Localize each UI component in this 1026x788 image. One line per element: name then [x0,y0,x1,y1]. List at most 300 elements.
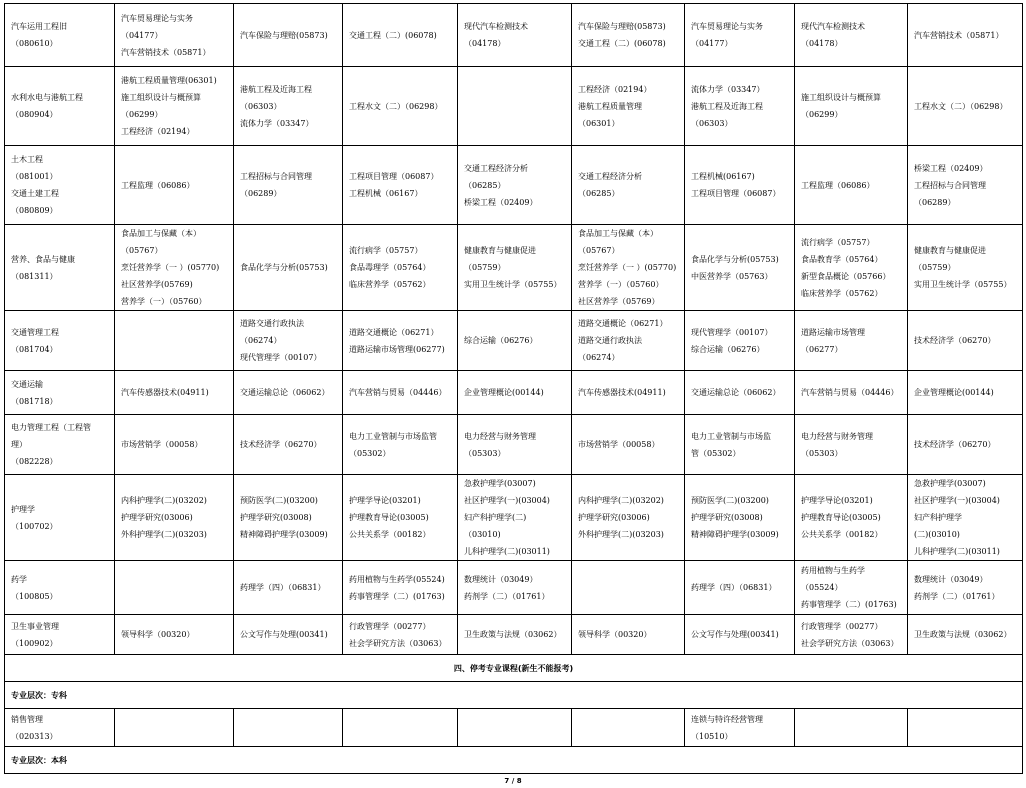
course-text: 汽车贸易理论与实务 [121,13,193,23]
table-row [5,615,1023,655]
course-text: （05524） [801,583,843,592]
course-text: 技术经济学（06270） [240,440,322,449]
course-cell [115,67,234,146]
table-row [5,4,1023,67]
course-text: 中医营养学（05763） [691,271,773,281]
course-cell [458,311,572,371]
course-text: 行政管理学（00277） [349,621,431,631]
course-text: 药用植物与生药学(05524) [349,574,445,584]
course-cell [343,225,458,311]
course-text: 交通工程经济分析 [578,172,642,181]
level-label-benke: 专业层次：本科 [5,747,1023,774]
course-cell [795,615,908,655]
major-text: 理） [11,440,27,449]
course-text: （04178） [801,39,843,48]
major-text: （080904） [11,110,58,119]
course-text: 管（05302） [691,448,741,458]
course-text: 护理学导论(03201) [801,496,873,505]
course-text: 汽车营销与贸易（04446） [801,388,899,397]
major-text: 汽车运用工程旧 [11,22,67,31]
course-text: 护理教育导论(03005) [801,513,881,522]
table-row [5,371,1023,415]
course-text: 领导科学（00320） [578,630,652,639]
course-cell [908,67,1023,146]
course-cell [343,311,458,371]
course-cell [234,475,343,561]
course-text: 道路交通概论（06271） [349,327,439,337]
major-text: 土木工程 [11,155,43,164]
course-cell [572,415,685,475]
course-cell [115,561,234,615]
course-text: （05759） [464,263,506,272]
course-cell [685,709,795,747]
course-text: 技术经济学（06270） [914,440,996,449]
major-text: 销售管理 [11,714,43,724]
course-text: （10510） [691,731,733,741]
course-text: 工程项目管理（06087） [691,189,781,198]
course-text: 营养学（一）（05760） [578,280,664,289]
course-text: 外科护理学(二)(03203) [121,530,207,539]
course-text: 急救护理学(03007) [914,479,986,488]
section-title: 四、停考专业课程(新生不能报考) [5,655,1023,682]
course-cell [795,146,908,225]
course-text: （05302） [349,448,391,458]
course-text: 道路运输市场管理(06277) [349,344,445,354]
course-text: 汽车营销与贸易（04446） [349,388,447,397]
course-text: 护理学导论(03201) [349,496,421,505]
course-cell [343,371,458,415]
course-cell [685,615,795,655]
major-text: （080610） [11,39,58,48]
section-title-row [5,655,1023,682]
course-text: 流行病学（05757） [349,246,423,255]
course-text: （05759） [914,263,956,272]
table-row [5,146,1023,225]
course-cell [572,561,685,615]
course-cell [908,4,1023,67]
course-text: 道路交通行政执法 [240,319,304,328]
course-cell [572,67,685,146]
course-cell [343,615,458,655]
level-row-zhuanke [5,682,1023,709]
course-text: （06274） [578,353,620,362]
course-text: 公文写作与处理(00341) [240,630,328,639]
level-row-benke [5,747,1023,774]
course-text: 工程机械(06167) [691,172,755,181]
course-text: （06277） [801,344,843,354]
course-text: 电力经营与财务管理 [464,431,536,441]
course-text: 市场营销学（00058） [578,440,660,449]
course-text: 护理教育导论(03005) [349,513,429,522]
course-cell [685,4,795,67]
major-text: （081311） [11,271,58,281]
course-cell [685,415,795,475]
course-text: 道路交通概论（06271） [578,319,668,328]
course-text: 汽车贸易理论与实务 [691,22,763,31]
course-text: （06285） [578,189,620,198]
course-text: 药用植物与生药学 [801,566,865,575]
course-text: （06299） [121,110,163,119]
course-cell [343,4,458,67]
course-cell [685,67,795,146]
course-text: （06285） [464,180,506,190]
course-text: 健康教育与健康促进 [914,246,986,255]
course-text: 流体力学（03347） [691,84,765,94]
course-text: （06274） [240,336,282,345]
course-cell [572,615,685,655]
course-text: （04177） [121,30,163,40]
course-cell [115,475,234,561]
course-text: 综合运输（06276） [691,344,765,354]
major-cell [5,67,115,146]
course-text: 精神障碍护理学(03009) [240,530,328,539]
course-cell [343,475,458,561]
course-cell [234,415,343,475]
course-cell [572,475,685,561]
course-cell [115,4,234,67]
course-cell [908,415,1023,475]
course-text: 道路交通行政执法 [578,336,642,345]
major-text: （080809） [11,206,58,215]
course-text: 药事管理学（二）(01763) [801,600,897,609]
course-text: 汽车保险与理赔(05873) [240,30,328,40]
course-text: 交通工程经济分析 [464,163,528,173]
course-cell [795,311,908,371]
course-text: 港航工程及近海工程 [691,101,763,111]
course-text: 社区护理学(一)(03004) [464,496,550,505]
course-cell [234,67,343,146]
course-cell [115,415,234,475]
course-text: 港航工程质量管理 [578,101,642,111]
course-cell [795,415,908,475]
course-text: 交通工程（二）(06078) [578,39,666,48]
course-text: 药剂学（二）（01761） [464,591,550,601]
course-text: （05767） [578,246,620,255]
course-text: 工程监理（06086） [121,180,195,190]
course-text: 社会学研究方法（03063） [801,638,899,648]
course-text: 汽车营销技术（05871） [121,47,211,57]
course-cell [908,146,1023,225]
course-cell [458,615,572,655]
course-cell [795,225,908,311]
course-text: （06289） [914,197,956,207]
course-cell [908,615,1023,655]
course-text: 健康教育与健康促进 [464,246,536,255]
course-text: 市场营销学（00058） [121,440,203,449]
course-text: 连锁与特许经营管理 [691,714,763,724]
course-cell [458,709,572,747]
course-cell [685,225,795,311]
course-text: 实用卫生统计学（05755） [464,280,562,289]
course-text: 食品化学与分析(05753) [240,263,328,272]
course-text: 道路运输市场管理 [801,327,865,337]
major-cell [5,561,115,615]
course-cell [115,709,234,747]
course-cell [908,371,1023,415]
major-cell [5,4,115,67]
course-cell [115,371,234,415]
course-text: 急救护理学(03007) [464,479,536,488]
course-cell [685,311,795,371]
course-text: 工程监理（06086） [801,180,875,190]
course-text: 现代汽车检测技术 [801,22,865,31]
major-text: （020313） [11,731,58,741]
course-cell [795,561,908,615]
major-text: 交通土建工程 [11,189,59,198]
course-cell [908,561,1023,615]
course-cell [234,4,343,67]
course-text: （06303） [691,118,733,128]
course-cell [343,415,458,475]
course-text: 工程招标与合同管理 [914,180,986,190]
course-text: 施工组织设计与概预算 [121,93,201,102]
major-text: 水利水电与港航工程 [11,93,83,102]
course-text: 领导科学（00320） [121,630,195,639]
course-cell [685,371,795,415]
course-text: 公文写作与处理(00341) [691,630,779,639]
course-text: 临床营养学（05762） [801,288,883,298]
course-text: 护理学研究(03008) [240,513,312,522]
course-cell [908,311,1023,371]
course-text: 桥梁工程（02409） [914,163,988,173]
course-cell [685,146,795,225]
course-cell [572,709,685,747]
course-text: 食品加工与保藏（本） [578,229,658,238]
course-cell [234,311,343,371]
course-text: 交通运输总论（06062） [240,388,330,397]
course-text: 工程项目管理（06087） [349,172,439,181]
course-cell [234,615,343,655]
course-text: （06303） [240,101,282,111]
course-text: （05767） [121,246,163,255]
course-text: 企业管理概论(00144) [914,388,994,397]
course-text: 汽车营销技术（05871） [914,30,1004,40]
course-cell [908,225,1023,311]
course-cell [908,475,1023,561]
course-cell [115,146,234,225]
course-text: 临床营养学（05762） [349,280,431,289]
course-cell [458,415,572,475]
course-text: 汽车传感器技术(04911) [578,388,666,397]
course-text: 交通工程（二）(06078) [349,30,437,40]
course-cell [234,561,343,615]
exam-course-table [4,3,1023,774]
course-text: 桥梁工程（02409） [464,197,538,207]
course-text: （06299） [801,110,843,119]
course-cell [458,67,572,146]
course-text: 施工组织设计与概预算 [801,93,881,102]
course-text: 实用卫生统计学（05755） [914,280,1012,289]
course-text: 卫生政策与法规（03062） [914,630,1012,639]
course-cell [458,4,572,67]
course-text: 工程水文（二）（06298） [914,101,1008,111]
course-text: 技术经济学（06270） [914,336,996,345]
major-text: 交通运输 [11,379,43,389]
course-text: 社区护理学(一)(03004) [914,496,1000,505]
course-text: 工程经济（02194） [121,127,195,136]
course-text: 妇产科护理学 [914,513,962,522]
major-text: （081704） [11,344,58,354]
course-cell [908,709,1023,747]
course-text: （06289） [240,189,282,198]
course-text: 药理学（四）（06831） [691,583,777,592]
course-text: 公共关系学（00182） [349,530,431,539]
course-text: 电力经营与财务管理 [801,431,873,441]
course-cell [572,4,685,67]
course-text: 工程经济（02194） [578,84,652,94]
course-text: 社区营养学(05769) [121,280,193,289]
course-text: 行政管理学（00277） [801,621,883,631]
course-text: 护理学研究(03006) [578,513,650,522]
course-text: 流体力学（03347） [240,118,314,128]
course-cell [343,67,458,146]
course-cell [458,371,572,415]
course-text: 内科护理学(二)(03202) [578,496,664,505]
course-text: 汽车保险与理赔(05873) [578,22,666,31]
major-text: 营养、食品与健康 [11,254,75,264]
course-text: 护理学研究(03008) [691,513,763,522]
course-cell [234,709,343,747]
major-text: （082228） [11,457,58,466]
major-text: 卫生事业管理 [11,621,59,631]
course-text: 烹饪营养学（一 ）(05770) [121,263,220,272]
course-text: 食品毒理学（05764） [349,263,431,272]
course-cell [343,709,458,747]
major-cell [5,709,115,747]
major-text: （081001） [11,172,58,181]
course-text: 现代管理学（00107） [691,327,773,337]
course-cell [343,146,458,225]
course-cell [795,67,908,146]
course-text: 社区营养学（05769） [578,297,660,306]
course-text: （05303） [801,448,843,458]
course-text: 综合运输（06276） [464,336,538,345]
course-text: 电力工业管制与市场监管 [349,431,437,441]
course-text: 数理统计（03049） [464,574,538,584]
course-cell [458,561,572,615]
course-text: 交通运输总论（06062） [691,388,781,397]
course-text: 卫生政策与法规（03062） [464,630,562,639]
course-cell [572,371,685,415]
course-cell [795,371,908,415]
major-text: 护理学 [11,504,35,514]
suspended-major-row [5,709,1023,747]
course-text: 护理学研究(03006) [121,513,193,522]
course-text: 预防医学(二)(03200) [691,496,769,505]
course-text: 港航工程质量管理(06301) [121,76,217,85]
course-text: 数理统计（03049） [914,574,988,584]
course-cell [795,4,908,67]
course-text: 港航工程及近海工程 [240,84,312,94]
major-cell [5,475,115,561]
level-label-zhuanke: 专业层次：专科 [5,682,1023,709]
major-text: （081718） [11,396,58,406]
course-cell [343,561,458,615]
table-row [5,475,1023,561]
course-text: （06301） [578,118,620,128]
course-cell [458,225,572,311]
course-text: 儿科护理学(二)(03011) [464,547,550,556]
course-text: 电力工业管制与市场监 [691,431,771,441]
course-cell [234,146,343,225]
major-cell [5,371,115,415]
course-text: 儿科护理学(二)(03011) [914,547,1000,556]
major-text: （100902） [11,638,58,648]
course-text: 内科护理学(二)(03202) [121,496,207,505]
course-text: 营养学（一）（05760） [121,297,207,306]
major-cell [5,615,115,655]
table-row [5,311,1023,371]
course-cell [795,709,908,747]
major-text: 电力管理工程（工程管 [11,423,91,432]
course-text: 药剂学（二）（01761） [914,591,1000,601]
course-text: 工程招标与合同管理 [240,172,312,181]
course-text: 汽车传感器技术(04911) [121,388,209,397]
course-cell [572,225,685,311]
course-text: 药理学（四）（06831） [240,583,326,592]
major-cell [5,146,115,225]
course-text: 社会学研究方法（03063） [349,638,447,648]
course-text: 现代汽车检测技术 [464,22,528,31]
course-cell [572,146,685,225]
major-cell [5,311,115,371]
course-text: 烹饪营养学（一 ）(05770) [578,263,677,272]
course-cell [115,225,234,311]
course-cell [685,475,795,561]
course-text: 现代管理学（00107） [240,353,322,362]
course-text: 工程水文（二）（06298） [349,101,443,111]
major-text: （100805） [11,591,58,601]
table-row [5,561,1023,615]
course-text: 公共关系学（00182） [801,530,883,539]
page-number: 7 / 8 [504,777,522,785]
course-cell [115,615,234,655]
course-text: （04178） [464,39,506,48]
course-text: 药事管理学（二）(01763) [349,591,445,601]
course-cell [685,561,795,615]
course-text: 妇产科护理学(二) [464,513,527,522]
course-text: 工程机械（06167） [349,189,423,198]
course-cell [115,311,234,371]
course-text: （05303） [464,448,506,458]
course-cell [234,225,343,311]
course-cell [795,475,908,561]
course-cell [572,311,685,371]
course-text: 企业管理概论(00144) [464,388,544,397]
major-text: 药学 [11,574,27,584]
course-text: （04177） [691,39,733,48]
table-row [5,67,1023,146]
major-cell [5,225,115,311]
course-text: 食品教育学（05764） [801,254,883,264]
table-row [5,225,1023,311]
course-text: 外科护理学(二)(03203) [578,530,664,539]
course-cell [234,371,343,415]
major-text: 交通管理工程 [11,327,59,337]
course-text: 食品化学与分析(05753) [691,254,779,264]
course-text: 精神障碍护理学(03009) [691,530,779,539]
table-row [5,415,1023,475]
course-text: （03010) [464,530,501,539]
course-text: (二)(03010) [914,530,960,539]
course-text: 食品加工与保藏（本） [121,229,201,238]
course-cell [458,146,572,225]
major-cell [5,415,115,475]
course-cell [458,475,572,561]
course-text: 流行病学（05757） [801,237,875,247]
major-text: （100702） [11,521,58,531]
course-text: 预防医学(二)(03200) [240,496,318,505]
